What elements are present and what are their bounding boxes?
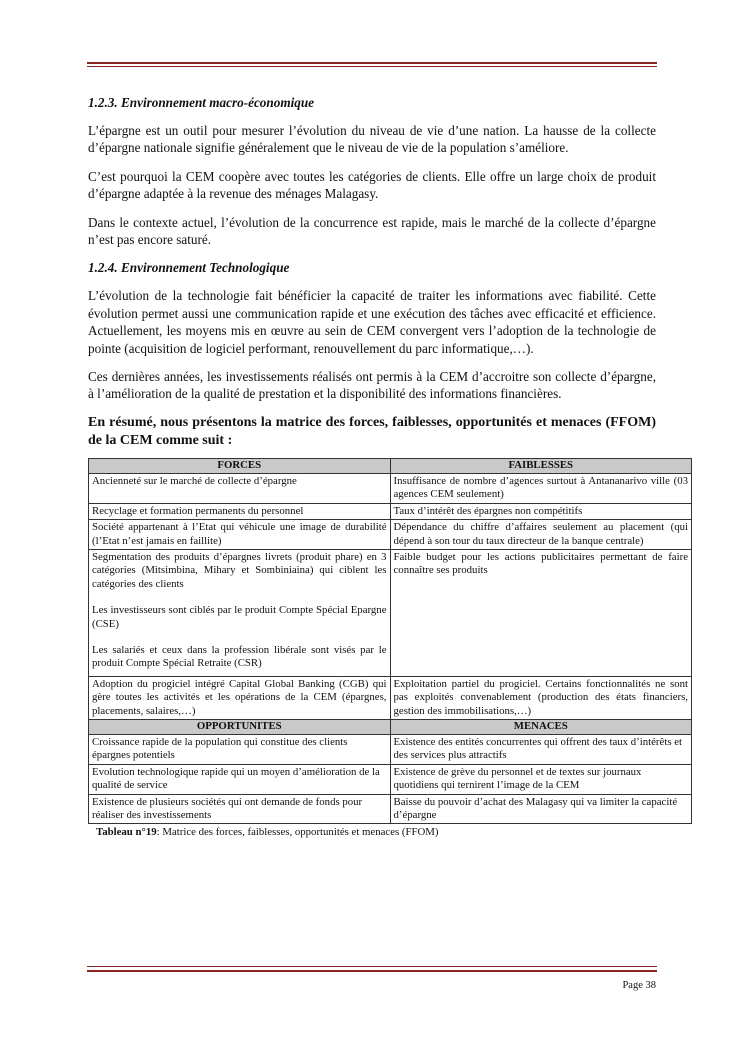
table-row bbox=[89, 549, 692, 676]
header-rule bbox=[87, 62, 657, 64]
cell-menace: Baisse du pouvoir d’achat des Malagasy qui va limiter la capacité d’épargne bbox=[390, 794, 692, 824]
table-row bbox=[89, 473, 692, 503]
cell-force: Adoption du progiciel intégré Capital Global Banking (CGB) qui gère toutes les activités et les opérations de la CEM (épargnes, placements, salaires,…) bbox=[89, 676, 391, 719]
header-forces: FORCES bbox=[89, 458, 391, 473]
page-content bbox=[88, 94, 688, 839]
ffom-table bbox=[88, 458, 692, 825]
paragraph: L’évolution de la technologie fait bénéficier la capacité de traiter les informations avec fiabilité. Cette évolution permet aussi une communication rapide et une exécution des tâches avec efficacité et efficience. Actuellement, les moyens mis en œuvre au sein de CEM convergent vers l’adoption de la technologie de pointe (acquisition de logiciel performant, renouvellement du parc informatique,…). bbox=[88, 288, 656, 356]
table-row bbox=[89, 764, 692, 794]
cell-faiblesse: Faible budget pour les actions publicitaires permettant de faire connaître ses produits bbox=[390, 549, 692, 676]
table-row bbox=[89, 794, 692, 824]
caption-text: : Matrice des forces, faiblesses, opportunités et menaces (FFOM) bbox=[156, 826, 439, 839]
cell-faiblesse: Insuffisance de nombre d’agences surtout à Antananarivo ville (03 agences CEM seulement) bbox=[390, 473, 692, 503]
header-faiblesses: FAIBLESSES bbox=[390, 458, 692, 473]
table-header-row bbox=[89, 719, 692, 734]
cell-force: Recyclage et formation permanents du personnel bbox=[89, 503, 391, 519]
summary-paragraph: En résumé, nous présentons la matrice des forces, faiblesses, opportunités et menaces (FFOM) de la CEM comme suit : bbox=[88, 414, 656, 448]
footer-rule-thin bbox=[87, 966, 657, 967]
table-header-row bbox=[89, 458, 692, 473]
force-text: Segmentation des produits d’épargnes livrets (produit phare) en 3 catégories (Mitsimbina, Mihary et Sombiniaina) qui ciblent les catégories des clients bbox=[92, 550, 387, 590]
page-number: Page 38 bbox=[622, 980, 656, 991]
header-menaces: MENACES bbox=[390, 719, 692, 734]
caption-label: Tableau n°19 bbox=[96, 826, 157, 839]
cell-force bbox=[89, 549, 391, 676]
force-text: Les salariés et ceux dans la profession libérale sont visés par le produit Compte Spécial Retraite (CSR) bbox=[92, 643, 387, 670]
cell-force: Ancienneté sur le marché de collecte d’épargne bbox=[89, 473, 391, 503]
force-text: Les investisseurs sont ciblés par le produit Compte Spécial Epargne (CSE) bbox=[92, 604, 387, 630]
header-opportunites: OPPORTUNITES bbox=[89, 719, 391, 734]
cell-force: Société appartenant à l’Etat qui véhicule une image de durabilité (l’Etat n’est jamais en faillite) bbox=[89, 520, 391, 550]
paragraph: C’est pourquoi la CEM coopère avec toutes les catégories de clients. Elle offre un large choix de produit d’épargne adaptée à la revenue des ménages Malagasy. bbox=[88, 168, 656, 202]
cell-menace: Existence des entités concurrentes qui offrent des taux d’intérêts et des services plus attractifs bbox=[390, 734, 692, 764]
cell-opportunite: Existence de plusieurs sociétés qui ont demande de fonds pour réaliser des investissements bbox=[89, 794, 391, 824]
paragraph: Dans le contexte actuel, l’évolution de la concurrence est rapide, mais le marché de la collecte d’épargne n’est pas encore saturé. bbox=[88, 214, 656, 248]
table-row bbox=[89, 520, 692, 550]
table-caption bbox=[96, 825, 656, 839]
cell-menace: Existence de grève du personnel et de textes sur journaux quotidiens qui ternirent l’image de la CEM bbox=[390, 764, 692, 794]
cell-faiblesse: Dépendance du chiffre d’affaires seulement au placement (qui dépend à son tour du taux directeur de la banque centrale) bbox=[390, 520, 692, 550]
table-row bbox=[89, 734, 692, 764]
table-row bbox=[89, 676, 692, 719]
paragraph: Ces dernières années, les investissements réalisés ont permis à la CEM d’accroitre son collecte d’épargne, à l’amélioration de la qualité de prestation et la disponibilité des informations financières. bbox=[88, 369, 656, 402]
heading-technologique: 1.2.4. Environnement Technologique bbox=[88, 260, 290, 276]
paragraph: L’épargne est un outil pour mesurer l’évolution du niveau de vie d’une nation. La hausse de la collecte d’épargne nationale signifie généralement que le niveau de vie de la population s’améliore. bbox=[88, 123, 656, 156]
cell-faiblesse: Exploitation partiel du progiciel. Certains fonctionnalités ne sont pas exploités convenablement (production des états financiers, gestion des immobilisations,…) bbox=[390, 676, 692, 719]
cell-faiblesse: Taux d’intérêt des épargnes non compétitifs bbox=[390, 503, 692, 519]
footer-rule bbox=[87, 970, 657, 972]
table-row bbox=[89, 503, 692, 519]
cell-opportunite: Croissance rapide de la population qui constitue des clients épargnes potentiels bbox=[89, 734, 391, 764]
cell-opportunite: Evolution technologique rapide qui un moyen d’amélioration de la qualité de service bbox=[89, 764, 391, 794]
heading-macro-economique: 1.2.3. Environnement macro-économique bbox=[88, 95, 315, 110]
header-rule-thin bbox=[87, 66, 657, 67]
